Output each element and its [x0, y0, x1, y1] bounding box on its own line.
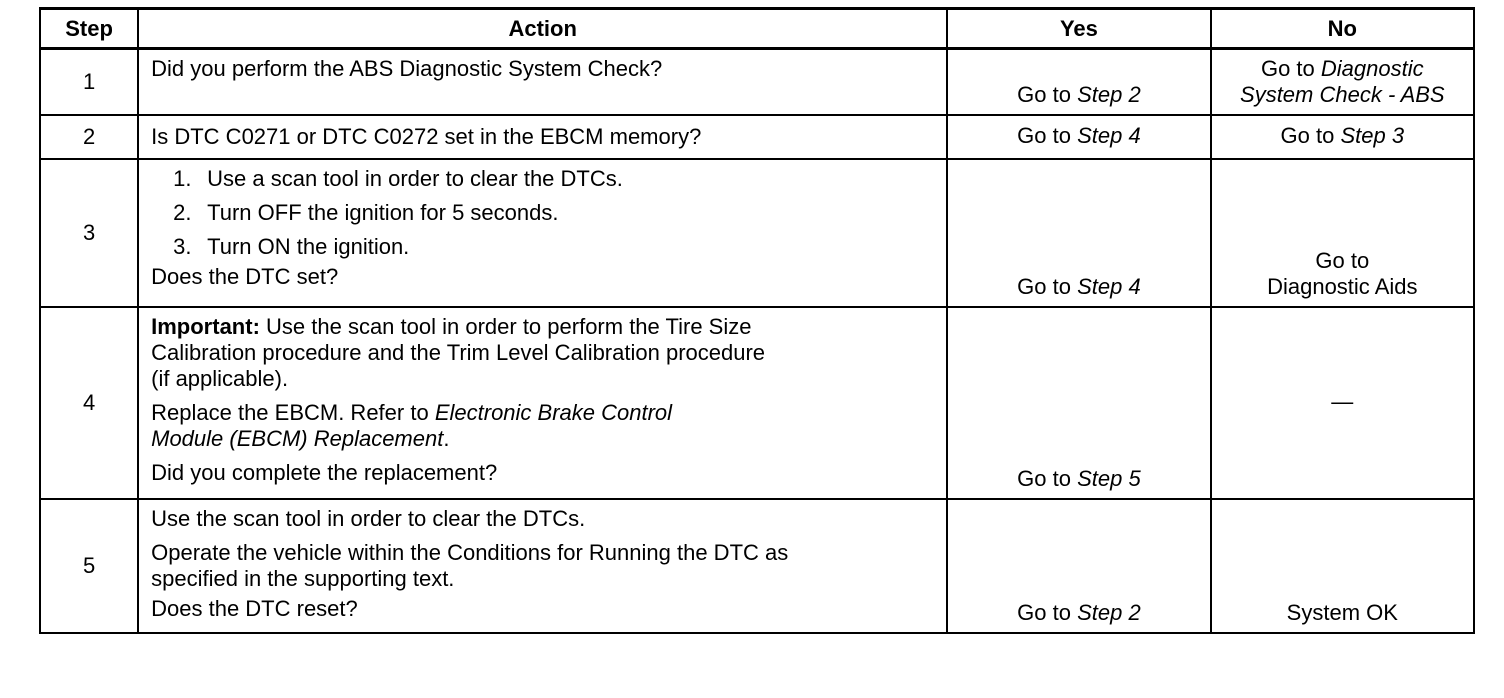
- action-text: Did you perform the ABS Diagnostic System Check?: [151, 56, 663, 81]
- list-item-text: Use a scan tool in order to clear the DTCs.: [207, 166, 623, 191]
- action-text: Operate the vehicle within the Conditions for Running the DTC as: [151, 540, 789, 565]
- step-number: 2: [40, 115, 138, 159]
- list-item: [151, 234, 936, 260]
- table-row: [40, 499, 1474, 633]
- action-question: Does the DTC reset?: [151, 596, 358, 621]
- yes-prefix: Go to: [1017, 466, 1071, 491]
- header-no: No: [1211, 9, 1474, 49]
- no-prefix: Go to: [1315, 248, 1370, 273]
- no-link-cont[interactable]: System Check - ABS: [1240, 82, 1445, 107]
- yes-prefix: Go to: [1017, 274, 1071, 299]
- no-link[interactable]: Step 3: [1340, 123, 1405, 148]
- list-item-number: 1.: [173, 166, 192, 191]
- step-number: 3: [40, 159, 138, 307]
- action-question: Does the DTC set?: [151, 264, 339, 289]
- step-number: 5: [40, 499, 138, 633]
- yes-cell: [947, 307, 1210, 499]
- table-row: [40, 115, 1474, 159]
- action-text: Use the scan tool in order to clear the DTCs.: [151, 506, 586, 531]
- diagnostic-table: [39, 7, 1475, 634]
- yes-link[interactable]: Step 5: [1077, 466, 1141, 491]
- no-link[interactable]: Diagnostic Aids: [1267, 274, 1418, 299]
- action-cell: [138, 307, 947, 499]
- yes-prefix: Go to: [1017, 82, 1071, 107]
- yes-cell: [947, 115, 1210, 159]
- yes-link[interactable]: Step 2: [1077, 600, 1141, 625]
- action-cell: [138, 49, 947, 116]
- replace-instruction: [151, 400, 936, 426]
- step-number: 4: [40, 307, 138, 499]
- no-value: —: [1331, 389, 1354, 414]
- yes-prefix: Go to: [1017, 123, 1071, 148]
- yes-cell: [947, 49, 1210, 116]
- yes-cell: [947, 499, 1210, 633]
- step-number: 1: [40, 49, 138, 116]
- action-text: Is DTC C0271 or DTC C0272 set in the EBCM memory?: [151, 124, 702, 149]
- action-question: Did you complete the replacement?: [151, 460, 498, 485]
- yes-cell: [947, 159, 1210, 307]
- important-note: [151, 314, 936, 340]
- replace-prefix: Replace the EBCM. Refer to: [151, 400, 429, 425]
- no-link[interactable]: Diagnostic: [1320, 56, 1424, 81]
- list-item: [151, 200, 936, 226]
- replace-link[interactable]: Electronic Brake Control: [434, 400, 673, 425]
- list-item-text: Turn ON the ignition.: [207, 234, 410, 259]
- header-step: Step: [40, 9, 138, 49]
- yes-prefix: Go to: [1017, 600, 1071, 625]
- no-cell: [1211, 49, 1474, 116]
- list-item-number: 2.: [173, 200, 192, 225]
- table-row: [40, 159, 1474, 307]
- no-cell: [1211, 159, 1474, 307]
- list-item: [151, 166, 936, 192]
- no-cell: [1211, 115, 1474, 159]
- important-text: (if applicable).: [151, 366, 289, 391]
- yes-link[interactable]: Step 2: [1077, 82, 1141, 107]
- action-text: specified in the supporting text.: [151, 566, 455, 591]
- yes-link[interactable]: Step 4: [1077, 123, 1141, 148]
- replace-suffix: .: [443, 426, 450, 451]
- action-cell: [138, 499, 947, 633]
- important-text: Calibration procedure and the Trim Level Calibration procedure: [151, 340, 766, 365]
- replace-link-cont[interactable]: Module (EBCM) Replacement: [151, 426, 444, 451]
- no-cell: [1211, 499, 1474, 633]
- important-text: Use the scan tool in order to perform the Tire Size: [266, 314, 752, 339]
- no-prefix: Go to: [1280, 123, 1335, 148]
- yes-link[interactable]: Step 4: [1077, 274, 1141, 299]
- action-cell: [138, 115, 947, 159]
- important-label: Important:: [151, 314, 260, 339]
- no-cell: [1211, 307, 1474, 499]
- list-item-number: 3.: [173, 234, 192, 259]
- header-yes: Yes: [947, 9, 1210, 49]
- header-action: Action: [138, 9, 947, 49]
- table-row: [40, 307, 1474, 499]
- action-cell: [138, 159, 947, 307]
- table-header-row: [40, 9, 1474, 49]
- replace-instruction-cont: [151, 426, 936, 452]
- table-row: [40, 49, 1474, 116]
- no-prefix: Go to: [1260, 56, 1315, 81]
- list-item-text: Turn OFF the ignition for 5 seconds.: [207, 200, 559, 225]
- no-value: System OK: [1286, 600, 1398, 625]
